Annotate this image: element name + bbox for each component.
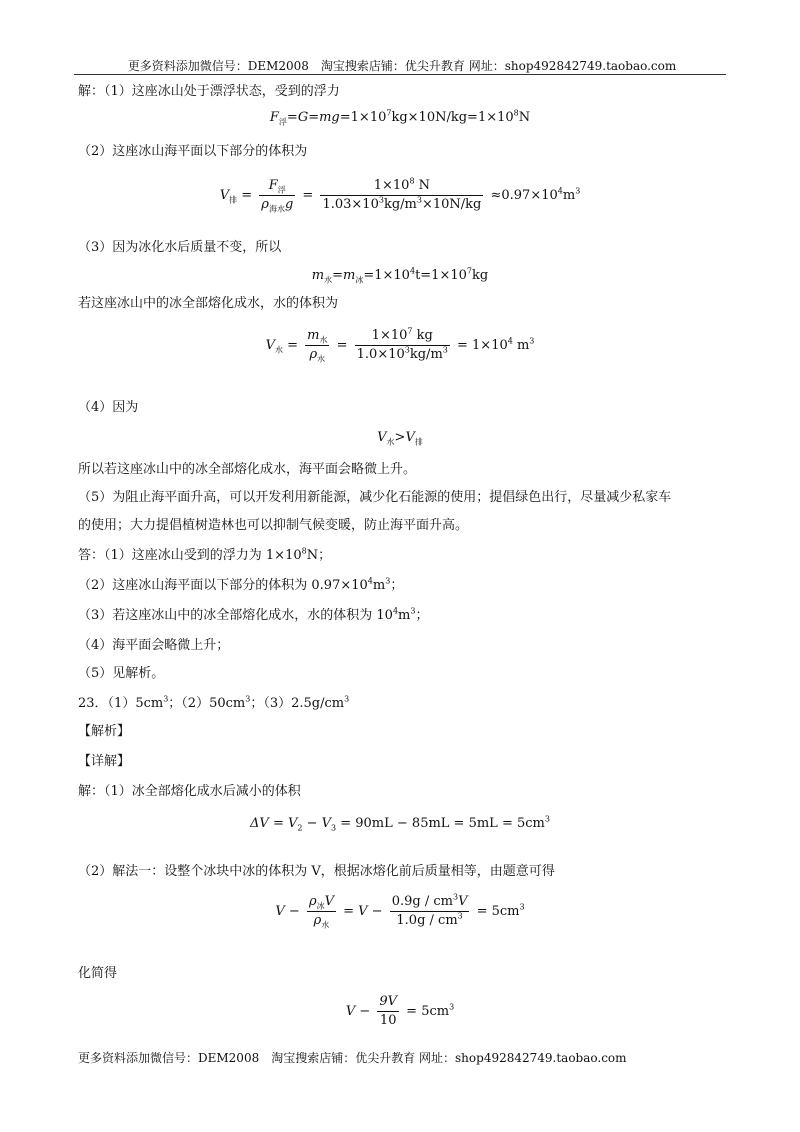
q22-eq-compare: $V_水>V_排$ bbox=[377, 430, 423, 447]
q22-line-1: 解：（1）这座冰山处于漂浮状态，受到的浮力 bbox=[78, 84, 340, 99]
q22-line-3: （3）因为冰化水后质量不变，所以 bbox=[78, 240, 282, 255]
q22-answer-2: （2）这座冰山海平面以下部分的体积为 $0.97\times 10^4m^3$； bbox=[78, 576, 404, 593]
page-footer: 更多资料添加微信号：DEM2008 淘宝搜索店铺：优尖升教育 网址：shop492842749.taobao.com bbox=[78, 1051, 627, 1065]
q23-line-2: （2）解法一：设整个冰块中冰的体积为 V，根据冰熔化前后质量相等，由题意可得 bbox=[78, 864, 555, 879]
q22-answer-5: （5）见解析。 bbox=[78, 666, 165, 681]
q22-eq-displaced-volume: $V_排$ = $\frac{F_浮}{\rho_{海水}g}$ = $\frac{1\times 10^8 N}{1.03\times 10^3kg/m^3\times 10N/kg}$ $\approx 0.97\times 10^4m^3$ bbox=[219, 176, 581, 214]
q23-jiexi-heading: 【解析】 bbox=[78, 724, 131, 739]
fraction: $\frac{1\times 10^7 kg}{1.0\times 10^3kg/m^3}$ bbox=[356, 326, 448, 362]
q22-line-2: （2）这座冰山海平面以下部分的体积为 bbox=[78, 144, 308, 159]
q23-line-3: 化简得 bbox=[78, 966, 118, 981]
fraction: $\frac{F_浮}{\rho_{海水}g}$ bbox=[261, 178, 294, 214]
q22-eq-water-volume: $V_水$ = $\frac{m_水}{\rho_水}$ = $\frac{1\times 10^7 kg}{1.0\times 10^3kg/m^3}$ = $1\times 10^4$ $m^3$ bbox=[265, 326, 535, 364]
fraction: $\frac{9V}{10}$ bbox=[379, 994, 398, 1028]
q22-line-4: 若这座冰山中的冰全部熔化成水，水的体积为 bbox=[78, 296, 339, 311]
q23-title: 23．$(1)5cm^3$；$(2)50cm^3$；$(3)2.5g/cm^3$ bbox=[78, 694, 350, 711]
q22-line-5: （4）因为 bbox=[78, 400, 139, 415]
fraction: $\frac{1\times 10^8 N}{1.03\times 10^3kg/m^3\times 10N/kg}$ bbox=[322, 176, 482, 212]
q22-line-6: 所以若这座冰山中的冰全部熔化成水，海平面会略微上升。 bbox=[78, 462, 417, 477]
q22-line-8: 的使用；大力提倡植树造林也可以抑制气候变暖，防止海平面升高。 bbox=[78, 518, 469, 533]
q22-answer-4: （4）海平面会略微上升； bbox=[78, 638, 230, 653]
q22-eq-buoyancy: $F_浮=G=mg=1\times 10^7kg\times 10N/kg=1\times 10^8N$ bbox=[269, 108, 531, 127]
q23-line-1: 解：（1）冰全部熔化成水后减小的体积 bbox=[78, 784, 301, 799]
fraction: $\frac{\rho_冰V}{\rho_水}$ bbox=[308, 894, 334, 930]
q23-eq-volume-change: $\Delta V = V_2 - V_3 = 90mL - 85mL = 5mL = 5cm^3$ bbox=[250, 814, 550, 833]
q23-eq-ice-volume: V − $\frac{\rho_冰V}{\rho_水}$ = V − $\frac{0.9g / cm^3V}{1.0g / cm^3}$ = $5cm^3$ bbox=[275, 892, 525, 930]
q22-eq-mass: $m_水=m_冰=1\times 10^4t=1\times 10^7kg$ bbox=[311, 266, 489, 285]
q23-xiangjie-heading: 【详解】 bbox=[78, 754, 131, 769]
q22-answer-3: （3）若这座冰山中的冰全部熔化成水，水的体积为 $10^4m^3$； bbox=[78, 606, 429, 623]
page-header: 更多资料添加微信号：DEM2008 淘宝搜索店铺：优尖升教育 网址：shop492842749.taobao.com bbox=[127, 59, 677, 73]
q22-answer-1: 答：（1）这座冰山受到的浮力为 $1\times 10^8N$； bbox=[78, 546, 332, 563]
fraction: $\frac{0.9g / cm^3V}{1.0g / cm^3}$ bbox=[391, 892, 468, 928]
q22-line-7: （5）为阻止海平面升高，可以开发利用新能源，减少化石能源的使用；提倡绿色出行，尽量减少私家车 bbox=[78, 490, 672, 505]
q23-eq-simplified: V − $\frac{9V}{10}$ = $5cm^3$ bbox=[345, 994, 455, 1028]
header-rule bbox=[74, 74, 726, 75]
fraction: $\frac{m_水}{\rho_水}$ bbox=[307, 328, 328, 364]
